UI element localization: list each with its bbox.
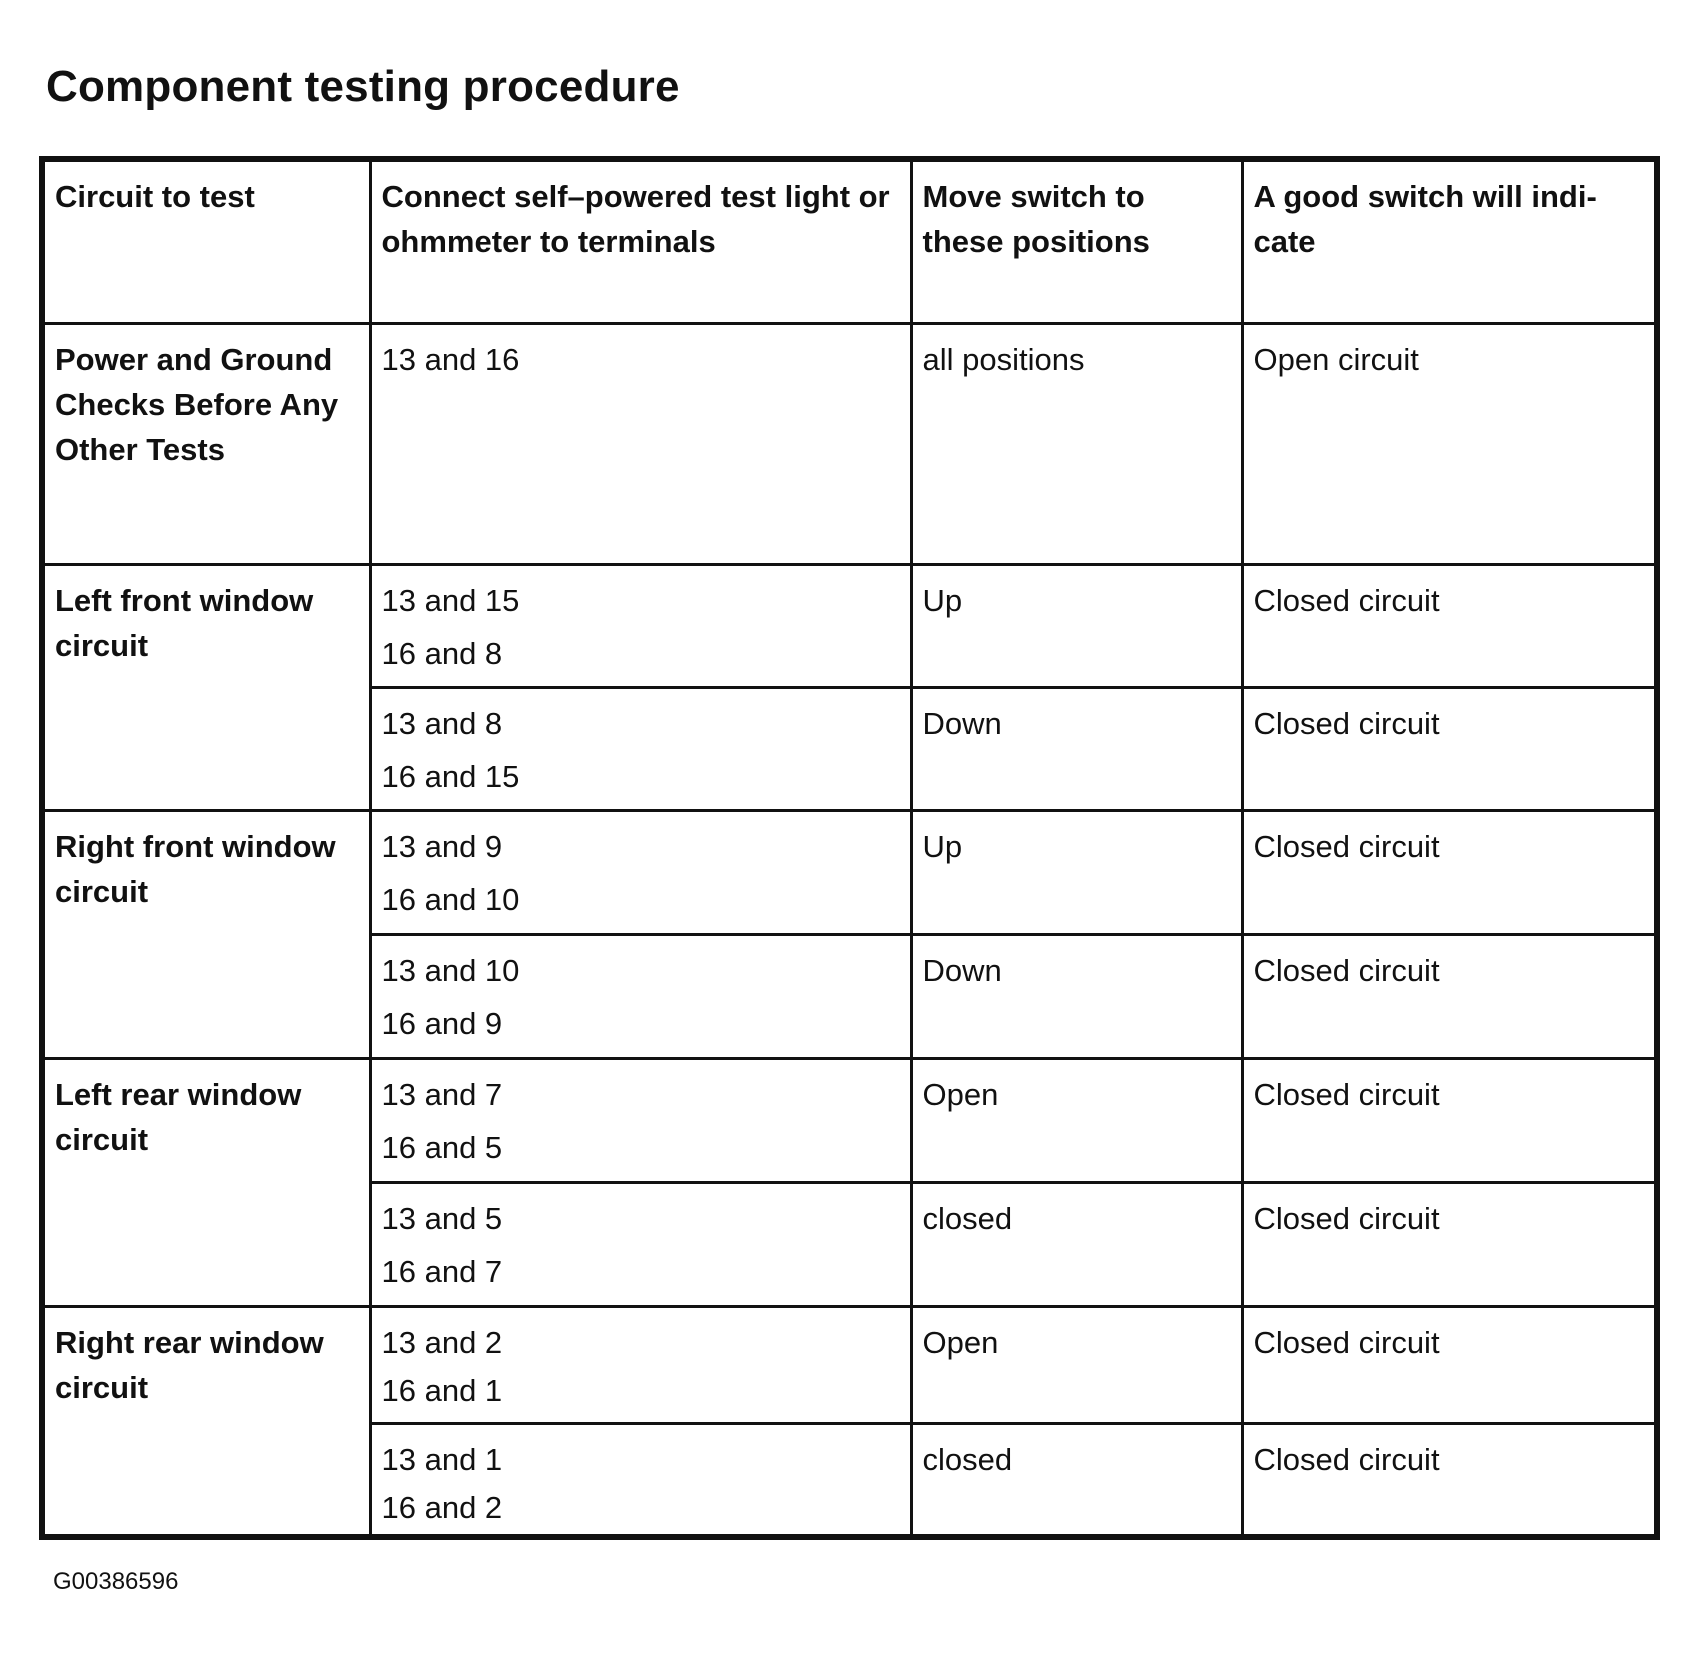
terminal-pair: 13 and 1 [381,1441,503,1477]
circuit-cell: Left front window circuit [42,564,370,810]
terminal-pair: 16 and 2 [381,1489,503,1525]
terminal-pair: 16 and 8 [381,635,503,671]
figure-id: G00386596 [53,1568,179,1595]
circuit-cell: Power and Ground Checks Before Any Other Tests [42,323,370,564]
header-row [42,159,1657,323]
terminals-cell [370,564,911,687]
page-title: Component testing procedure [46,62,680,111]
terminals-cell [370,1306,911,1423]
terminal-pair: 16 and 5 [381,1129,503,1165]
position-cell: Open [911,1306,1242,1423]
position-cell: Down [911,687,1242,810]
position-cell: closed [911,1423,1242,1537]
table-row [42,323,1657,564]
terminal-pair: 13 and 8 [381,705,503,741]
terminal-pair: 13 and 15 [381,582,520,618]
terminal-pair: 13 and 2 [381,1324,503,1360]
position-cell: closed [911,1182,1242,1306]
terminal-pair: 16 and 10 [381,881,520,917]
terminal-pair: 13 and 9 [381,828,503,864]
terminal-pair: 16 and 1 [381,1372,503,1408]
indication-cell: Open circuit [1242,323,1657,564]
terminal-pair: 16 and 9 [381,1005,503,1041]
terminals-cell [370,1423,911,1537]
position-cell: all positions [911,323,1242,564]
table-row [42,1306,1657,1423]
indication-cell: Closed circuit [1242,1058,1657,1182]
header-positions: Move switch to these positions [911,159,1242,323]
terminal-pair: 13 and 5 [381,1200,503,1236]
terminal-pair: 13 and 16 [381,341,520,377]
header-terminals: Connect self–powered test light or ohmmeter to terminals [370,159,911,323]
table-row [42,1058,1657,1182]
procedure-table [39,156,1660,1540]
terminals-cell [370,687,911,810]
indication-cell: Closed circuit [1242,1423,1657,1537]
terminal-pair: 16 and 15 [381,758,520,794]
indication-cell: Closed circuit [1242,1182,1657,1306]
terminals-cell [370,323,911,564]
circuit-cell: Right front window circuit [42,810,370,1058]
position-cell: Open [911,1058,1242,1182]
table-row [42,810,1657,934]
terminals-cell [370,810,911,934]
terminals-cell [370,1182,911,1306]
terminal-pair: 16 and 7 [381,1253,503,1289]
terminal-pair: 13 and 10 [381,952,520,988]
circuit-cell: Right rear window circuit [42,1306,370,1537]
indication-cell: Closed circuit [1242,564,1657,687]
terminals-cell [370,934,911,1058]
table-row [42,564,1657,687]
terminal-pair: 13 and 7 [381,1076,503,1112]
indication-cell: Closed circuit [1242,1306,1657,1423]
position-cell: Up [911,564,1242,687]
position-cell: Down [911,934,1242,1058]
indication-cell: Closed circuit [1242,810,1657,934]
terminals-cell [370,1058,911,1182]
header-indicate: A good switch will indi-cate [1242,159,1657,323]
position-cell: Up [911,810,1242,934]
indication-cell: Closed circuit [1242,687,1657,810]
indication-cell: Closed circuit [1242,934,1657,1058]
circuit-cell: Left rear window circuit [42,1058,370,1306]
header-circuit: Circuit to test [42,159,370,323]
